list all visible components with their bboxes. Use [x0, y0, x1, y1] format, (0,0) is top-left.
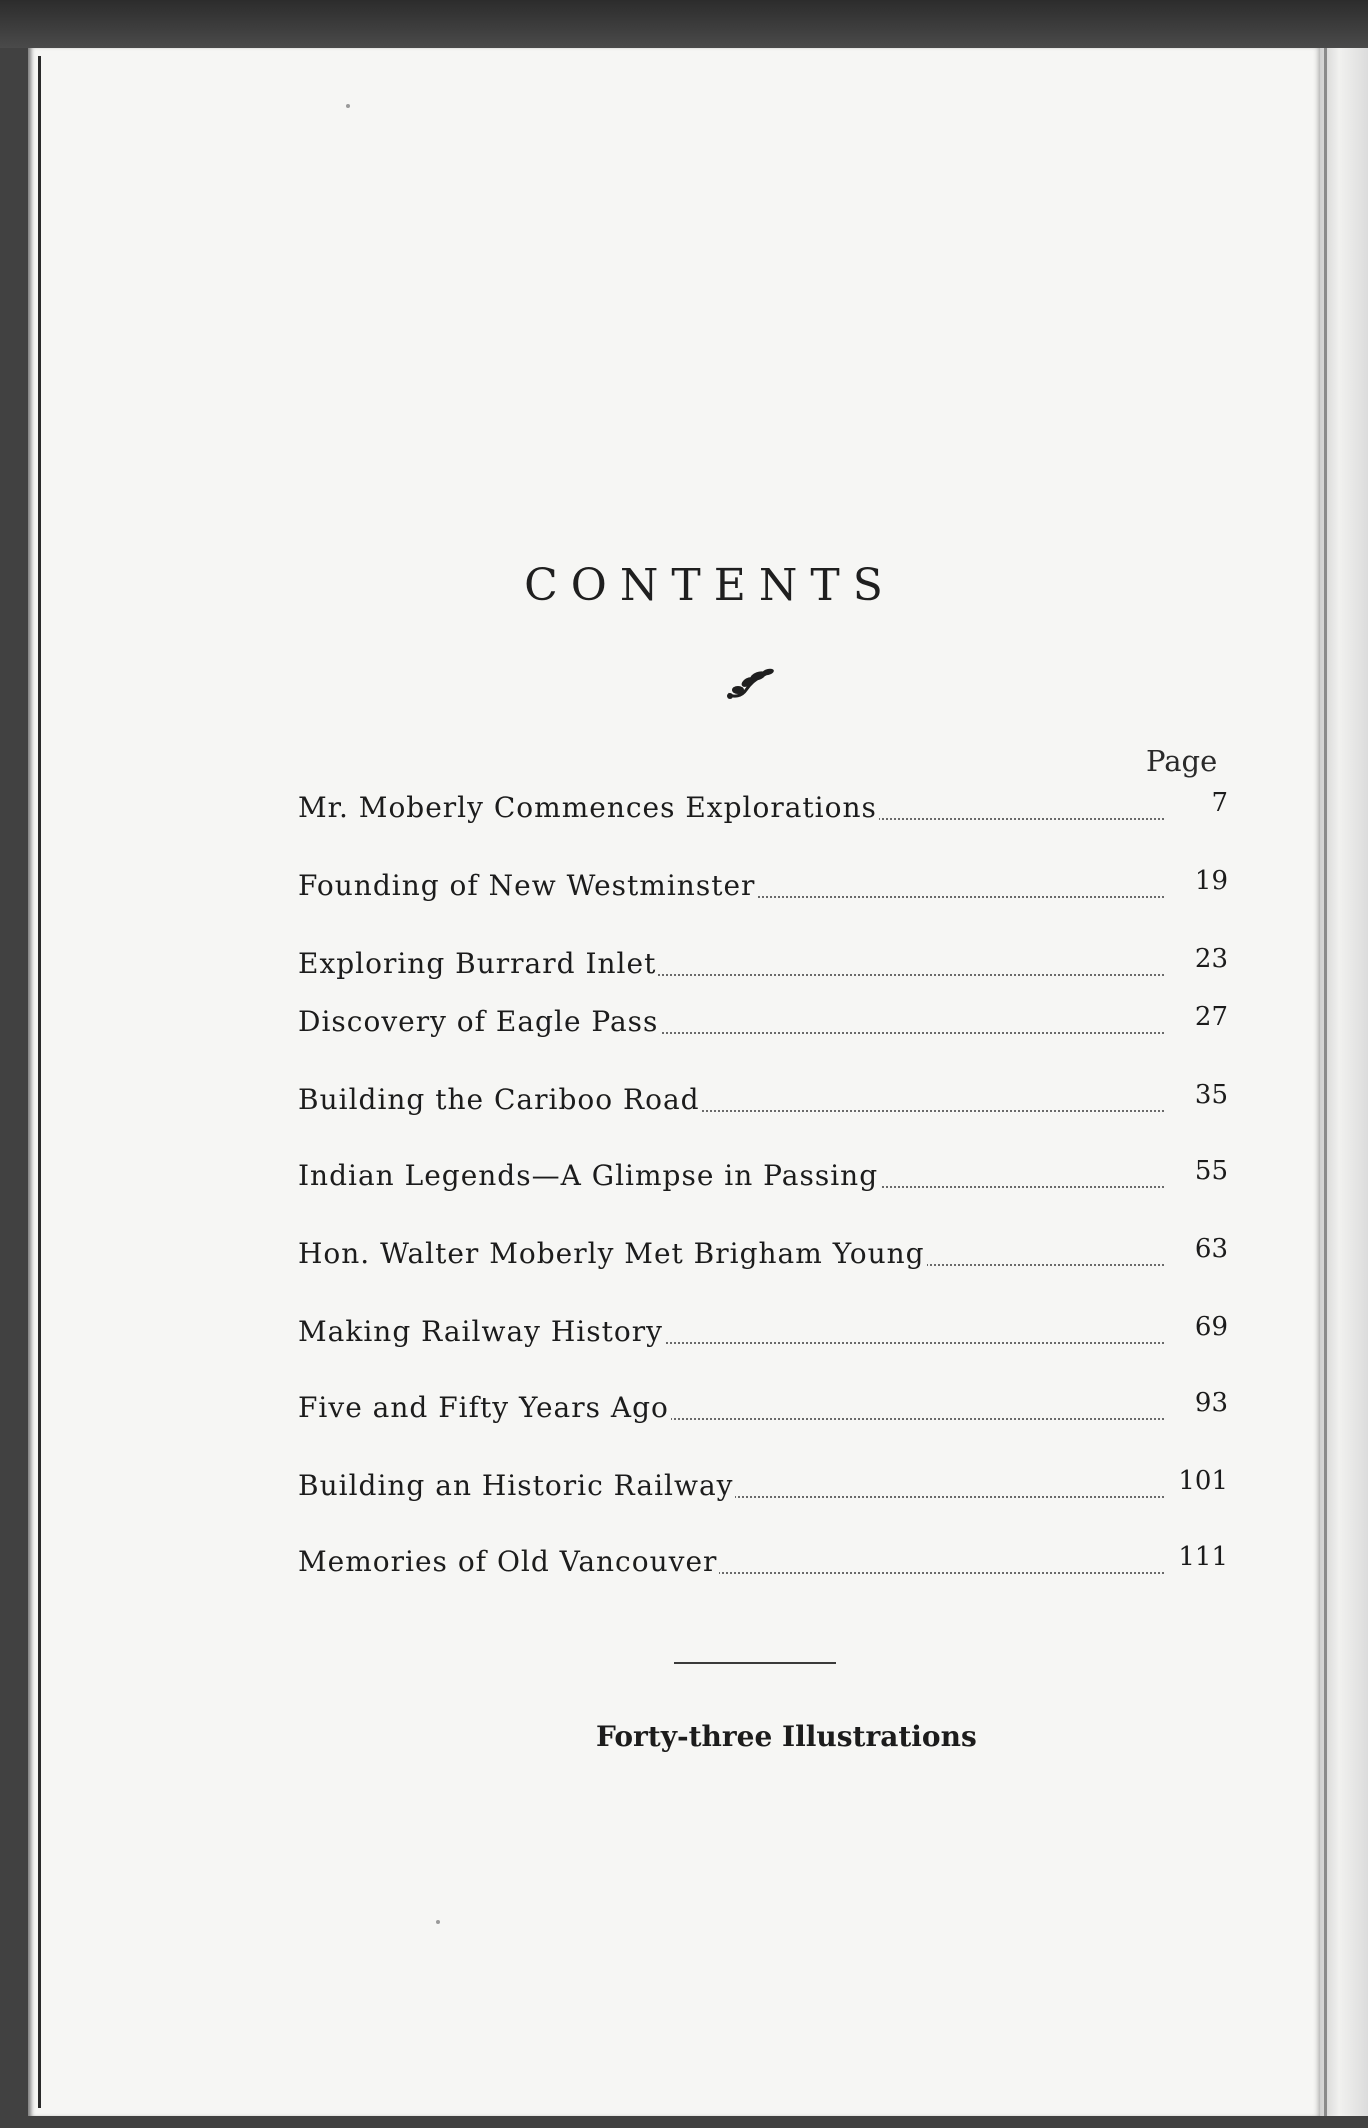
toc-entry-title: Founding of New Westminster [298, 869, 756, 902]
toc-entry [298, 1234, 1228, 1274]
toc-entry [298, 1388, 1228, 1428]
toc-entry-title: Exploring Burrard Inlet [298, 947, 657, 980]
toc-entry-title: Indian Legends—A Glimpse in Passing [298, 1159, 879, 1192]
toc-entry-page: 69 [1194, 1312, 1228, 1342]
paper-speck [346, 104, 350, 108]
toc-entry [298, 1542, 1228, 1582]
toc-entry-page: 93 [1194, 1388, 1228, 1418]
toc-entry-page: 101 [1178, 1466, 1228, 1496]
toc-entry-title: Memories of Old Vancouver [298, 1545, 718, 1578]
toc-entry-page: 111 [1178, 1542, 1228, 1572]
toc-entry-title: Five and Fifty Years Ago [298, 1391, 669, 1424]
book-top-edge [0, 0, 1368, 48]
toc-entry [298, 1002, 1228, 1042]
toc-entry-page: 55 [1194, 1156, 1228, 1186]
toc-entry-page: 19 [1194, 866, 1228, 896]
toc-entry-page: 7 [1211, 788, 1228, 818]
toc-entry-title: Building an Historic Railway [298, 1469, 734, 1502]
toc-entry-title: Making Railway History [298, 1315, 663, 1348]
illustrations-note: Forty-three Illustrations [596, 1720, 977, 1753]
toc-entry [298, 866, 1228, 906]
page-gutter-line [1324, 48, 1327, 2116]
section-divider [674, 1662, 836, 1664]
toc-entry [298, 788, 1228, 828]
toc-entry [298, 1466, 1228, 1506]
toc-entry [298, 1312, 1228, 1352]
toc-entry-page: 63 [1194, 1234, 1228, 1264]
adjacent-page-edge [1320, 48, 1368, 2116]
toc-entry [298, 1156, 1228, 1196]
page-column-label: Page [1146, 744, 1218, 778]
contents-heading: CONTENTS [524, 560, 896, 611]
book-page [28, 48, 1320, 2116]
toc-entry [298, 944, 1228, 984]
toc-entry-title: Discovery of Eagle Pass [298, 1005, 659, 1038]
toc-entry-title: Hon. Walter Moberly Met Brigham Young [298, 1237, 925, 1270]
toc-entry-title: Mr. Moberly Commences Explorations [298, 791, 877, 824]
toc-entry-page: 23 [1194, 944, 1228, 974]
toc-entry-title: Building the Cariboo Road [298, 1083, 700, 1116]
toc-entry-page: 27 [1194, 1002, 1228, 1032]
paper-speck [436, 1920, 440, 1924]
page-left-border [38, 56, 41, 2108]
toc-entry-page: 35 [1194, 1080, 1228, 1110]
oak-leaf-ornament-icon [722, 664, 778, 704]
toc-entry [298, 1080, 1228, 1120]
